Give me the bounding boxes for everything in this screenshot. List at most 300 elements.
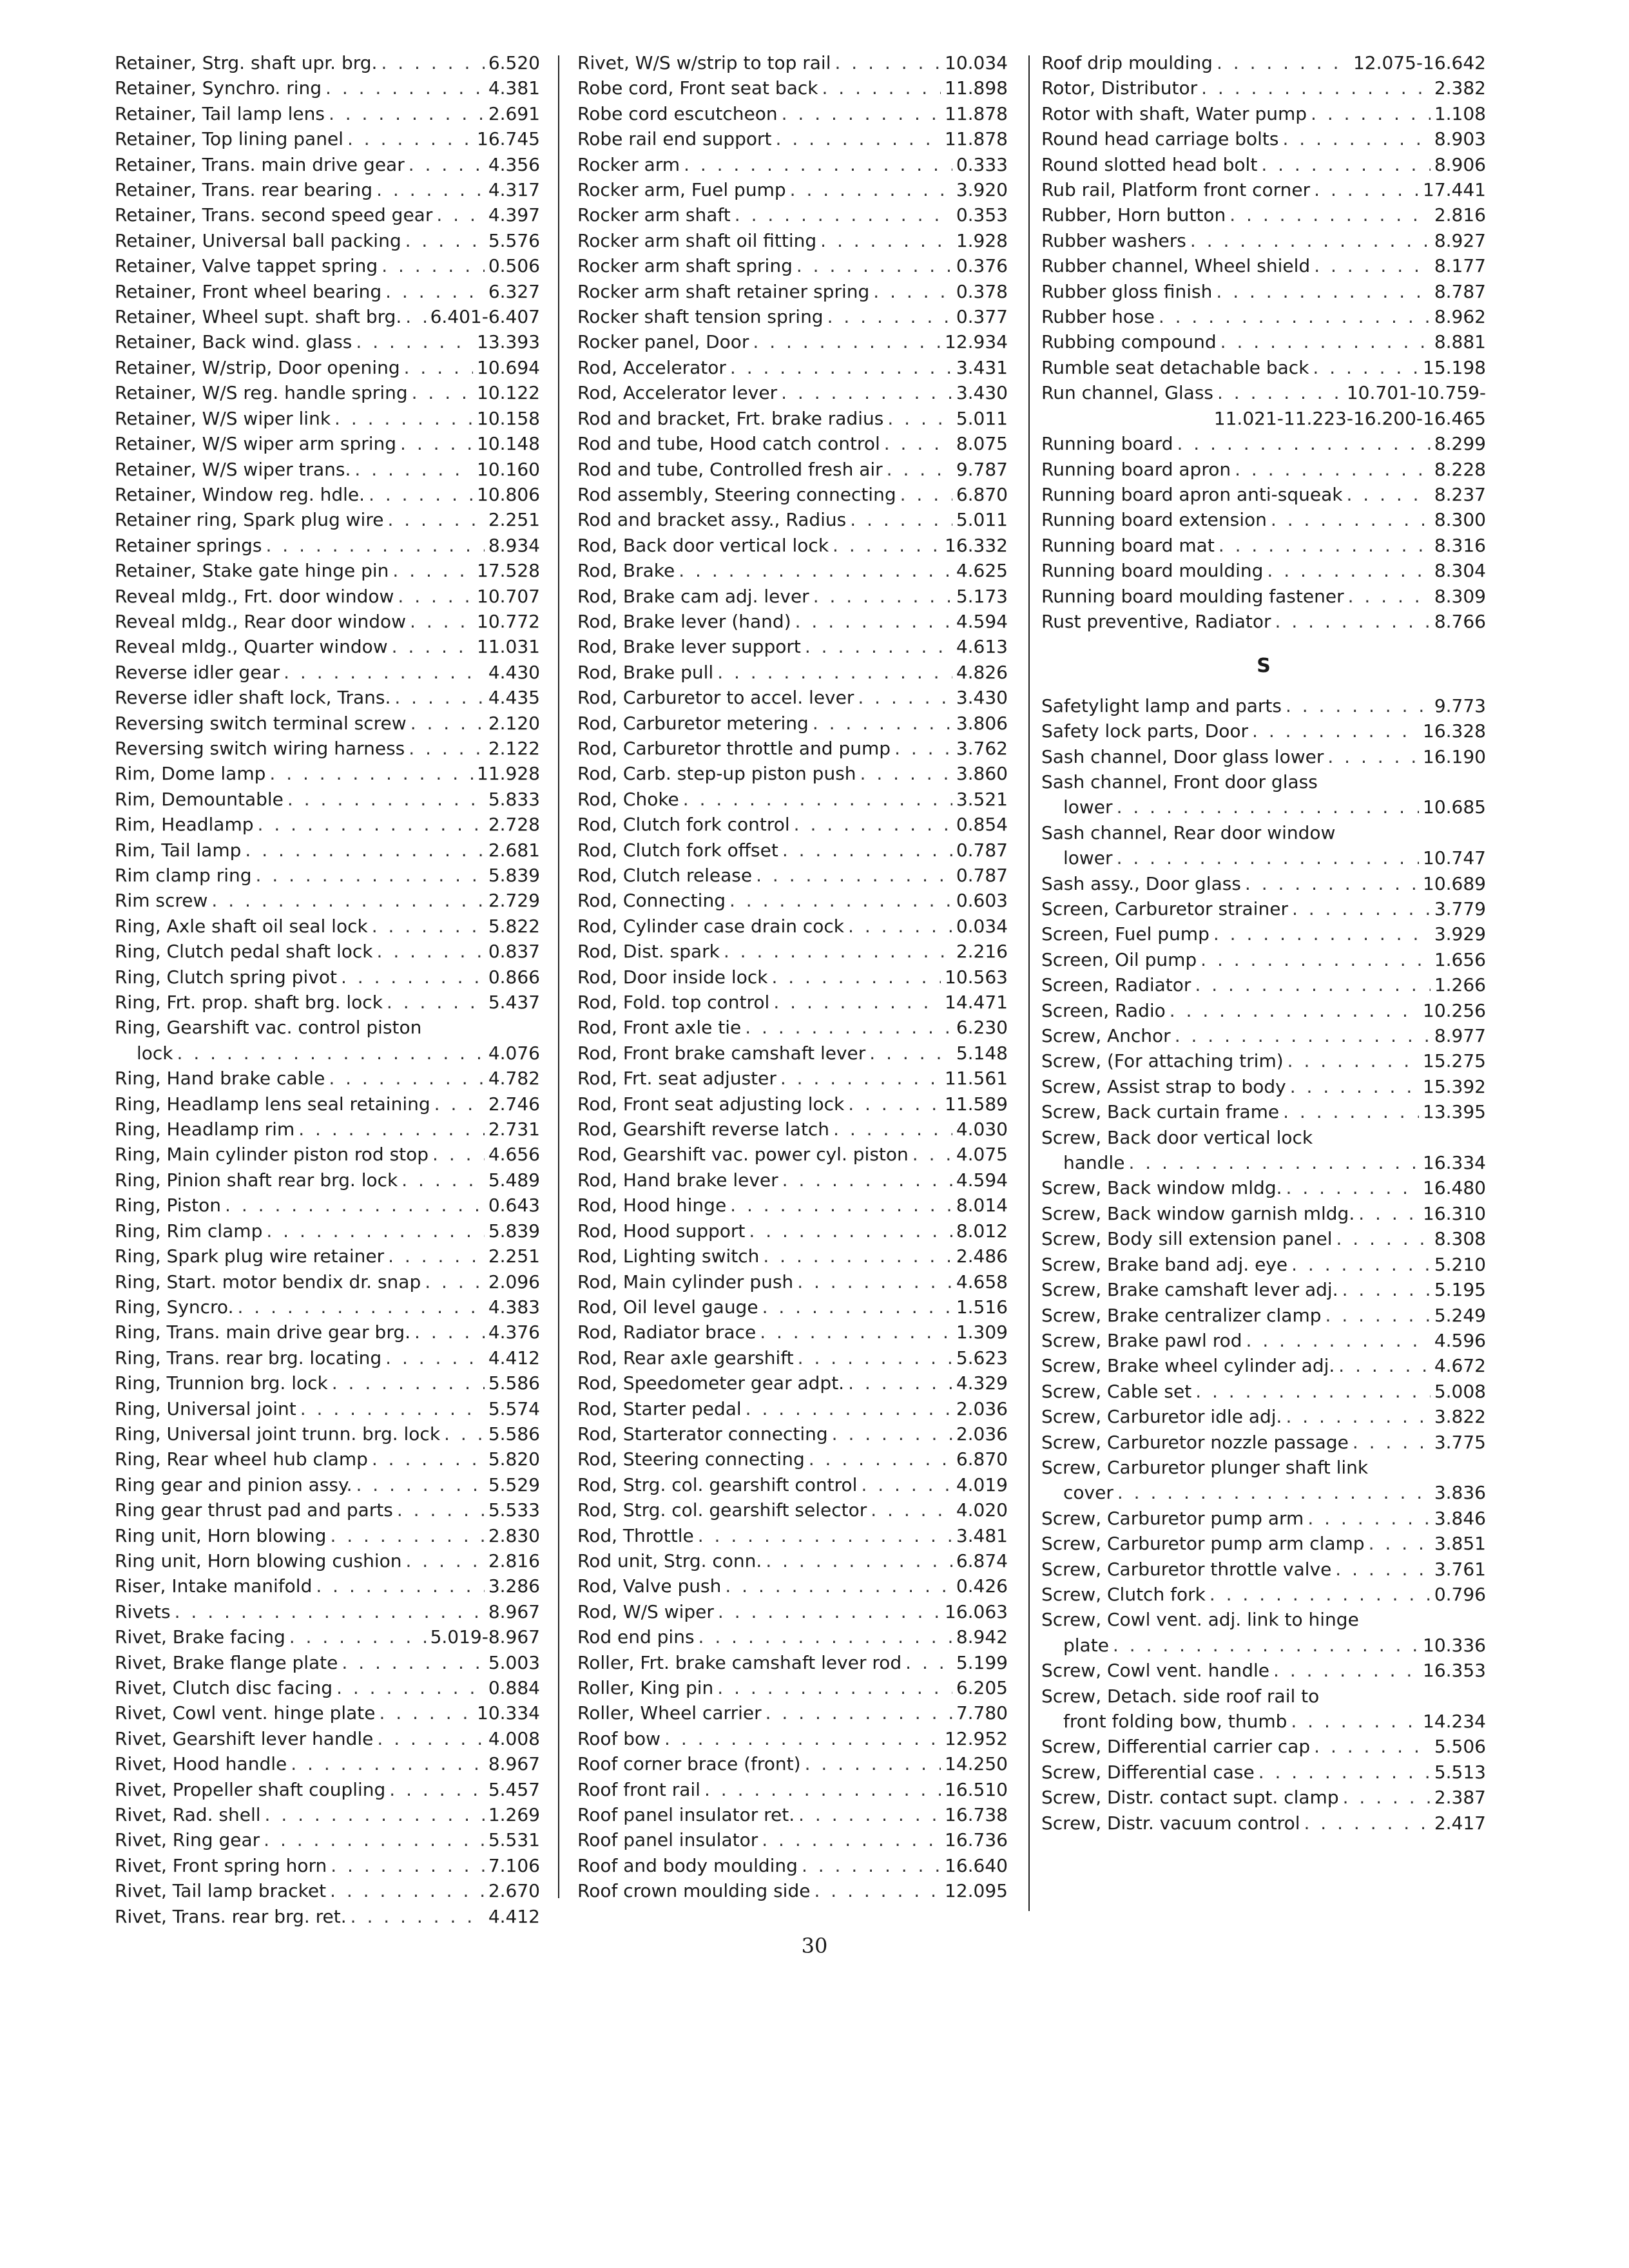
index-entry-page-ref: 11.928 [477,763,540,785]
leader-dots [436,202,484,227]
index-entry [577,812,1008,837]
index-entry-label: Rubber, Horn button [1041,204,1226,226]
leader-dots [245,838,484,863]
index-entry-label: Ring, Start. motor bendix dr. snap [115,1271,421,1293]
index-entry [1041,1455,1486,1480]
index-entry-page-ref: 10.707 [477,585,540,607]
index-entry-label: Rivet, Brake flange plate [115,1651,338,1673]
index-entry-page-ref: 10.158 [477,407,540,429]
index-entry-label: Reverse idler shaft lock, Trans. [115,687,391,709]
index-entry [115,711,540,736]
index-entry-page-ref: 4.020 [956,1499,1008,1521]
index-entry-page-ref: 5.513 [1434,1761,1486,1783]
index-entry-page-ref: 10.806 [477,483,540,505]
index-entry-page-ref: 4.076 [488,1042,540,1064]
page-number: 30 [801,1934,828,1958]
index-entry-label: front folding bow, thumb [1063,1711,1287,1732]
index-entry [115,1624,540,1649]
leader-dots [225,1193,485,1218]
index-entry-label: Screw, Anchor [1041,1025,1171,1047]
index-entry-page-ref: 14.471 [945,992,1008,1014]
index-entry [1041,1353,1486,1378]
index-entry-label: Screen, Fuel pump [1041,923,1210,945]
index-entry [1041,380,1486,405]
index-column-3-r-list [1041,50,1486,634]
leader-dots [400,431,473,456]
leader-dots [1159,304,1431,329]
leader-dots [827,304,952,329]
section-heading-s: S [1257,655,1271,678]
index-entry [1041,1175,1486,1200]
leader-dots [760,1320,952,1345]
leader-dots [805,1751,941,1776]
index-entry-page-ref: 2.120 [488,712,540,734]
leader-dots [766,1548,952,1573]
index-entry-label: Rocker panel, Door [577,331,749,353]
index-entry-page-ref: 0.603 [956,890,1008,912]
leader-dots [813,584,952,609]
index-entry [115,1168,540,1193]
index-entry-label: Reversing switch terminal screw [115,712,407,734]
leader-dots [762,1294,952,1320]
leader-dots [405,304,426,329]
leader-dots [325,75,485,101]
index-entry-label: lower [1063,796,1113,818]
index-entry [577,507,1008,532]
leader-dots [746,1396,952,1421]
index-entry-label: Rod unit, Strg. conn. [577,1550,762,1571]
leader-dots [724,939,952,964]
leader-dots [798,1802,941,1827]
index-entry [115,1015,540,1040]
index-entry-page-ref: 8.881 [1434,331,1486,353]
index-entry-label: Retainer, Tail lamp lens [115,102,325,124]
index-entry [1041,1760,1486,1785]
leader-dots [284,660,485,685]
index-entry-label: Retainer, Trans. second speed gear [115,204,433,226]
leader-dots [379,1700,473,1725]
index-entry-page-ref: 2.670 [488,1880,540,1902]
index-entry-label: Ring, Universal joint trunn. brg. lock [115,1423,441,1445]
index-entry-page-ref: 6.205 [956,1677,1008,1698]
index-entry-label: Rubbing compound [1041,331,1217,353]
index-entry [115,888,540,913]
index-entry [115,787,540,812]
index-entry-page-ref: 17.528 [477,560,540,582]
index-entry [1041,457,1486,482]
index-entry-page-ref: 10.148 [477,433,540,455]
index-entry-page-ref: 4.656 [488,1144,540,1166]
index-entry [115,965,540,990]
leader-dots [749,1218,952,1244]
index-entry-page-ref: 5.003 [488,1651,540,1673]
index-entry-label: Reverse idler gear [115,661,280,683]
leader-dots [766,1700,952,1725]
index-entry-label: Running board moulding fastener [1041,585,1344,607]
index-entry-page-ref: 2.387 [1434,1787,1486,1809]
index-entry-label: lock [137,1042,173,1064]
index-entry-page-ref: 2.816 [488,1550,540,1571]
index-entry-page-ref: 16.328 [1423,720,1486,742]
leader-dots [266,1218,484,1244]
index-entry-label: Robe rail end support [577,128,772,150]
index-entry [115,1446,540,1472]
index-entry-page-ref: 5.533 [488,1499,540,1521]
leader-dots [794,812,952,837]
index-entry-label: Retainer, Front wheel bearing [115,280,382,302]
index-entry-page-ref: 16.640 [945,1854,1008,1876]
index-entry-label: Retainer, W/S wiper trans. [115,458,351,480]
index-entry [115,1472,540,1497]
index-entry-label: Retainer, Wheel supt. shaft brg. [115,306,402,328]
index-entry-label: Rod, Back door vertical lock [577,534,829,556]
index-entry-label: Screw, Back door vertical lock [1041,1126,1313,1148]
index-entry [1041,1506,1486,1531]
index-entry-label: Screw, Carburetor throttle valve [1041,1558,1332,1580]
leader-dots [377,939,485,964]
leader-dots [805,634,952,659]
leader-dots [1342,1277,1431,1302]
index-entry-page-ref: 4.008 [488,1727,540,1749]
index-entry-page-ref: 2.122 [488,737,540,759]
leader-dots [1219,533,1431,558]
leader-dots [381,50,484,75]
index-entry-label: Retainer, Top lining panel [115,128,343,150]
leader-dots [1286,1175,1420,1200]
index-entry [115,1700,540,1725]
index-entry-label: Rod, Gearshift vac. power cyl. piston [577,1144,909,1166]
index-entry-label: Rod, Radiator brace [577,1321,757,1343]
index-entry [577,1472,1008,1497]
leader-dots [347,126,473,151]
index-entry [577,1041,1008,1066]
leader-dots [1287,1048,1419,1073]
index-entry [115,939,540,964]
index-entry-page-ref: 2.036 [956,1423,1008,1445]
index-entry [115,126,540,151]
index-entry-label: Rod, Gearshift reverse latch [577,1119,830,1140]
index-entry-label: Rivet, Cowl vent. hinge plate [115,1702,376,1724]
leader-dots [356,329,473,354]
index-entry-label: Ring, Trans. rear brg. locating [115,1347,382,1369]
leader-dots [1235,457,1431,482]
index-entry-page-ref: 11.898 [945,77,1008,99]
leader-dots [329,101,485,126]
index-entry-page-ref: 3.481 [956,1524,1008,1546]
index-entry-label: Ring, Rim clamp [115,1220,263,1242]
index-entry [1041,507,1486,532]
index-entry-label: Rod, Starterator connecting [577,1423,828,1445]
index-entry-page-ref: 9.773 [1434,695,1486,716]
leader-dots [717,1675,952,1700]
index-entry-page-ref: 2.731 [488,1119,540,1140]
index-entry [577,1142,1008,1167]
index-entry-page-ref: 8.014 [956,1195,1008,1216]
index-entry [577,1573,1008,1599]
leader-dots [405,1548,484,1573]
index-entry-page-ref: 2.096 [488,1271,540,1293]
index-entry [577,1802,1008,1827]
index-entry [1041,1430,1486,1455]
index-entry [115,1117,540,1142]
index-column-2 [577,50,1008,1904]
leader-dots [316,1573,484,1599]
index-entry-label: Retainer ring, Spark plug wire [115,509,384,531]
index-entry-page-ref: 17.441 [1423,179,1486,201]
index-entry-page-ref: 0.866 [488,966,540,988]
index-entry-label: Rod, Connecting [577,890,726,912]
index-entry-label: Running board [1041,433,1173,455]
leader-dots [287,787,485,812]
index-entry-page-ref: 3.860 [956,763,1008,785]
leader-dots [730,1193,952,1218]
leader-dots [814,1878,941,1903]
index-entry [577,202,1008,227]
index-entry-label: plate [1063,1634,1109,1656]
index-entry-page-ref: 0.787 [956,865,1008,886]
index-entry-page-ref: 11.878 [945,102,1008,124]
leader-dots [873,279,952,304]
index-entry-label: Rod, Fold. top control [577,992,770,1014]
leader-dots [412,380,473,405]
index-entry-page-ref: 16.063 [945,1600,1008,1622]
index-entry-page-ref: 0.377 [956,306,1008,328]
index-entry-page-ref: 8.012 [956,1220,1008,1242]
index-entry-page-ref: 16.334 [1423,1152,1486,1174]
index-entry-label: Ring, Pinion shaft rear brg. lock [115,1169,398,1191]
index-entry-label: Rod, Door inside lock [577,966,768,988]
index-entry [1041,744,1486,769]
leader-dots [698,1523,952,1548]
leader-dots [256,863,485,888]
index-entry [115,1142,540,1167]
index-entry-page-ref: 5.822 [488,915,540,937]
index-entry-label: Reveal mldg., Quarter window [115,636,388,658]
index-entry-page-ref: 4.356 [488,153,540,175]
index-entry [1041,1252,1486,1277]
leader-dots [780,1066,941,1091]
index-entry-page-ref: 5.008 [1434,1380,1486,1402]
leader-dots [1343,1785,1431,1810]
index-entry [115,584,540,609]
leader-dots [264,1827,485,1852]
index-entry-page-ref: 16.510 [945,1778,1008,1800]
index-entry-page-ref: 2.746 [488,1093,540,1115]
index-entry [577,1193,1008,1218]
index-entry [115,1878,540,1903]
index-entry-label: Rod, Clutch release [577,865,753,886]
leader-dots [1213,921,1431,947]
index-entry-page-ref: 16.736 [945,1829,1008,1851]
index-entry-label: Rubber hose [1041,306,1155,328]
index-entry-page-ref: 2.681 [488,839,540,861]
index-entry-label: Rod, Valve push [577,1575,722,1597]
index-entry-page-ref: 0.884 [488,1677,540,1698]
leader-dots [334,406,473,431]
leader-dots [1325,1303,1431,1328]
index-entry [577,533,1008,558]
index-entry-page-ref: 3.929 [1434,923,1486,945]
index-entry [577,355,1008,380]
index-entry [1041,533,1486,558]
index-entry-label: Rod, Main cylinder push [577,1271,794,1293]
index-entry [115,761,540,786]
index-entry [577,406,1008,431]
index-entry-label: Rim clamp ring [115,865,252,886]
index-entry-label: Retainer, Valve tappet spring [115,255,378,277]
index-entry [1041,998,1486,1023]
leader-dots [330,1878,485,1903]
index-entry-label: Screw, Carburetor idle adj. [1041,1406,1282,1428]
index-entry [577,1675,1008,1700]
leader-dots [848,1091,941,1117]
index-entry-page-ref: 4.613 [956,636,1008,658]
index-entry-page-ref: 4.381 [488,77,540,99]
index-entry-label: Rivet, Brake facing [115,1626,285,1648]
index-entry [1041,1048,1486,1073]
leader-dots [860,761,952,786]
index-entry-page-ref: 8.934 [488,534,540,556]
index-entry-page-ref: 8.304 [1434,560,1486,582]
index-entry-label: Retainer, Back wind. glass [115,331,352,353]
index-entry-page-ref: 11.031 [477,636,540,658]
leader-dots [1177,431,1431,456]
index-entry-label: Rod, Carburetor to accel. lever [577,687,854,709]
index-entry-label: Rod, W/S wiper [577,1600,714,1622]
index-entry-label: Rocker arm shaft [577,204,731,226]
index-entry-page-ref: 1.309 [956,1321,1008,1343]
index-entry-label: Rod and bracket, Frt. brake radius [577,407,884,429]
index-entry-label: Rod, Clutch fork control [577,814,790,836]
index-entry-label: Rim, Demountable [115,788,284,810]
leader-dots [1267,558,1430,583]
index-entry-label: Rod, Brake pull [577,661,714,683]
index-entry [577,838,1008,863]
index-entry [577,1599,1008,1624]
index-entry-page-ref: 5.586 [488,1423,540,1445]
index-entry-label: Screw, Body sill extension panel [1041,1228,1333,1250]
leader-dots [298,1117,485,1142]
index-entry-page-ref: 4.376 [488,1321,540,1343]
index-entry [115,1777,540,1802]
index-entry-label: Rivet, Trans. rear brg. ret. [115,1905,347,1927]
index-entry [1041,152,1486,177]
index-column-3-s-list [1041,693,1486,1836]
leader-dots [797,1269,952,1294]
index-entry-label: Sash channel, Rear door window [1041,822,1336,843]
index-entry-label: Screw, Back curtain frame [1041,1101,1280,1123]
index-entry-label: Safetylight lamp and parts [1041,695,1282,716]
index-entry-page-ref: 11.589 [945,1093,1008,1115]
index-entry-label: Rod, Frt. seat adjuster [577,1068,776,1090]
index-entry [577,1269,1008,1294]
index-entry-page-ref: 2.382 [1434,77,1486,99]
index-entry-label: Screw, Distr. contact supt. clamp [1041,1787,1339,1809]
index-entry-label: Rod and bracket assy., Radius [577,509,847,531]
index-entry [115,304,540,329]
leader-dots [258,812,485,837]
index-entry-label: Retainer, Trans. main drive gear [115,153,405,175]
leader-dots [1311,101,1431,126]
index-entry-label: Retainer, Strg. shaft upr. brg. [115,52,378,73]
index-entry-page-ref: 16.190 [1423,745,1486,767]
leader-dots [762,1827,941,1852]
index-entry-page-ref: 5.839 [488,865,540,886]
index-entry [577,1320,1008,1345]
index-entry-label: Ring, Clutch spring pivot [115,966,337,988]
index-entry [1041,406,1486,431]
index-entry-label: Retainer springs [115,534,262,556]
leader-dots [1338,1353,1431,1378]
leader-dots [717,660,952,685]
index-entry [577,1523,1008,1548]
index-entry [115,838,540,863]
leader-dots [1307,1506,1431,1531]
index-entry-label: Retainer, W/S reg. handle spring [115,382,408,404]
index-entry-label: Screw, Brake camshaft lever adj. [1041,1279,1338,1301]
index-entry-label: Ring, Spark plug wire retainer [115,1245,385,1267]
index-entry-page-ref: 1.266 [1434,974,1486,996]
index-entry [577,482,1008,507]
leader-dots [1201,75,1431,101]
index-entry-page-ref: 1.269 [488,1804,540,1826]
index-entry-page-ref: 1.656 [1434,948,1486,970]
index-entry [577,1421,1008,1446]
index-entry-page-ref: 3.430 [956,382,1008,404]
index-entry-label: Running board extension [1041,509,1267,531]
leader-dots [342,1650,484,1675]
index-entry [1041,693,1486,718]
index-entry-label: cover [1063,1482,1113,1504]
index-entry-page-ref: 4.383 [488,1296,540,1318]
index-entry [1041,101,1486,126]
leader-dots [1245,871,1419,896]
index-entry [577,1853,1008,1878]
index-entry-page-ref: 0.796 [1434,1583,1486,1605]
leader-dots [782,101,941,126]
index-entry [115,1675,540,1700]
index-entry-page-ref: 5.011 [956,407,1008,429]
index-entry-page-ref: 8.787 [1434,280,1486,302]
index-entry [1041,972,1486,997]
index-entry [115,533,540,558]
index-entry [1041,279,1486,304]
index-entry [115,1827,540,1852]
index-entry-page-ref: 4.430 [488,661,540,683]
index-entry [577,1827,1008,1852]
index-entry-label: Rod, Carburetor throttle and pump [577,737,891,759]
index-entry [115,1041,540,1066]
index-entry-label: lower [1063,847,1113,869]
leader-dots [858,685,952,710]
index-entry-page-ref: 10.694 [477,356,540,378]
leader-dots [405,228,485,253]
index-entry-label: Screw, Carburetor pump arm clamp [1041,1533,1365,1555]
index-entry [577,914,1008,939]
leader-dots [832,1421,952,1446]
index-entry [1041,1709,1486,1734]
index-entry-page-ref: 8.309 [1434,585,1486,607]
index-entry [1041,1303,1486,1328]
index-entry-page-ref: 5.506 [1434,1736,1486,1758]
index-entry-label: Rivet, W/S w/strip to top rail [577,52,831,73]
index-entry-label: Rod and tube, Controlled fresh air [577,458,883,480]
index-entry-page-ref: 16.480 [1423,1177,1486,1199]
index-entry [115,279,540,304]
leader-dots [1313,355,1419,380]
index-entry [577,609,1008,634]
index-entry-label: Screen, Radio [1041,999,1166,1021]
